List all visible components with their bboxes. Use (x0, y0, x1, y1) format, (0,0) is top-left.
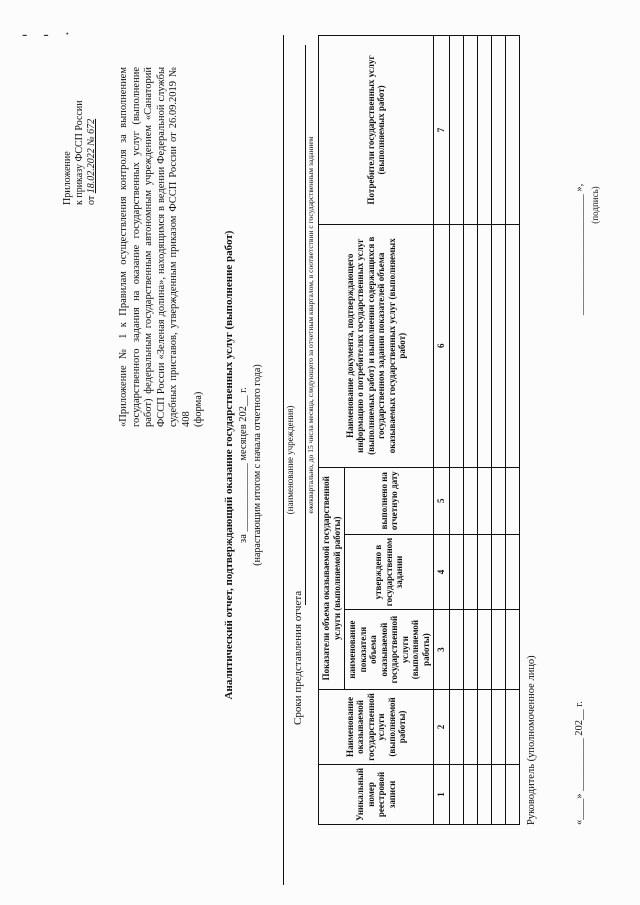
table-cell (477, 610, 491, 690)
table-row (491, 36, 505, 825)
report-period: за _____________ месяцев 202__ г. (238, 387, 249, 543)
table-cell (505, 224, 519, 467)
appendix-header (62, 55, 98, 205)
table-cell (449, 610, 463, 690)
column-number: 7 (434, 36, 450, 225)
table-cell (505, 689, 519, 764)
report-period-note: (нарастающим итогом с начала отчетного года) (252, 364, 263, 566)
table-cell (491, 534, 505, 609)
table-cell (463, 224, 477, 467)
table-cell (491, 689, 505, 764)
annex1-block (118, 67, 206, 427)
column-number: 1 (434, 764, 450, 824)
table-cell (449, 534, 463, 609)
deadline-note: ежеквартально, до 15 числа месяца, следующего за отчетным кварталом, в соответствии с государственным заданием (306, 136, 315, 514)
appendix-line2: к приказу ФССП России (74, 100, 85, 205)
header-document-name: Наименование документа, подтверждающего информацию о потребителях государственных услуг (выполняемых работ) и выполнении содержащихся в государственном задании показателей объема оказываемых государственных услуг (выполняемых работ) (319, 224, 434, 467)
report-table (318, 35, 520, 825)
column-number: 5 (434, 467, 450, 534)
head-signature-label: Руководитель (уполномоченное лицо) (526, 655, 537, 825)
signature-line: _______________________ », (574, 183, 585, 315)
table-header-row (319, 36, 345, 825)
date-line: «____» __________ 202__ г. (574, 701, 585, 825)
appendix-from: от (86, 195, 97, 205)
table-row (477, 36, 491, 825)
column-number: 3 (434, 610, 450, 690)
table-cell (463, 689, 477, 764)
table-cell (477, 36, 491, 225)
institution-label: (наименование учреждения) (285, 405, 295, 515)
column-number-row (434, 36, 450, 825)
table-cell (463, 36, 477, 225)
table-cell (449, 36, 463, 225)
annex1-form: (форма) (193, 391, 204, 427)
table-cell (463, 764, 477, 824)
appendix-line3 (86, 55, 98, 205)
table-cell (449, 764, 463, 824)
header-executed: выполнено на отчетную дату (345, 467, 434, 534)
table-cell (491, 467, 505, 534)
scan-mark: - - · (22, 26, 76, 43)
appendix-line1: Приложение (62, 151, 73, 205)
table-cell (477, 534, 491, 609)
column-number: 4 (434, 534, 450, 609)
signature-label: (подпись) (590, 186, 600, 224)
table-cell (449, 467, 463, 534)
table-cell (463, 467, 477, 534)
table-cell (505, 36, 519, 225)
table-row (449, 36, 463, 825)
table-cell (505, 764, 519, 824)
column-number: 6 (434, 224, 450, 467)
column-number: 2 (434, 689, 450, 764)
table-cell (477, 467, 491, 534)
order-number: 18.02.2022 № 672 (86, 118, 97, 194)
table-row (505, 36, 519, 825)
table-cell (477, 224, 491, 467)
table-cell (505, 534, 519, 609)
table-cell (491, 36, 505, 225)
table-cell (491, 224, 505, 467)
table-row (463, 36, 477, 825)
table-cell (491, 764, 505, 824)
deadline-label: Сроки представления отчета (292, 590, 304, 725)
institution-line (283, 35, 284, 885)
table-cell (449, 689, 463, 764)
report-title: Аналитический отчет, подтверждающий оказание государственных услуг (выполнение работ) (223, 230, 235, 700)
header-approved: утверждено в государственном задании (345, 534, 434, 609)
header-consumers: Потребители государственных услуг (выполняемых работ) (319, 36, 434, 225)
table-cell (463, 610, 477, 690)
header-service-name: Наименование оказываемой государственной услуги (выполняемой работы) (319, 689, 434, 764)
table-cell (463, 534, 477, 609)
table-cell (505, 610, 519, 690)
table-cell (449, 224, 463, 467)
header-indicator-name: наименование показателя объема оказываемой государственной услуги (выполняемой работы) (345, 610, 434, 690)
annex1-text: «Приложение № 1 к Правилам осуществления контроля за выполнением государственного задания на оказание государственных услуг (выполнение работ) федеральным государственным автономным учреждением «Санаторий ФССП России «Зеленая долина», находящимся в ведении Федеральной службы судебных приставов, утвержденным приказом ФССП России от 26.09.2019 № 408 (118, 67, 192, 427)
header-volume-group: Показатели объема оказываемой государственной услуги (выполняемой работы) (319, 467, 345, 689)
header-registry-number: Уникальный номер реестровой записи (319, 764, 434, 824)
table-cell (477, 764, 491, 824)
table-cell (491, 610, 505, 690)
table-cell (505, 467, 519, 534)
table-cell (477, 689, 491, 764)
